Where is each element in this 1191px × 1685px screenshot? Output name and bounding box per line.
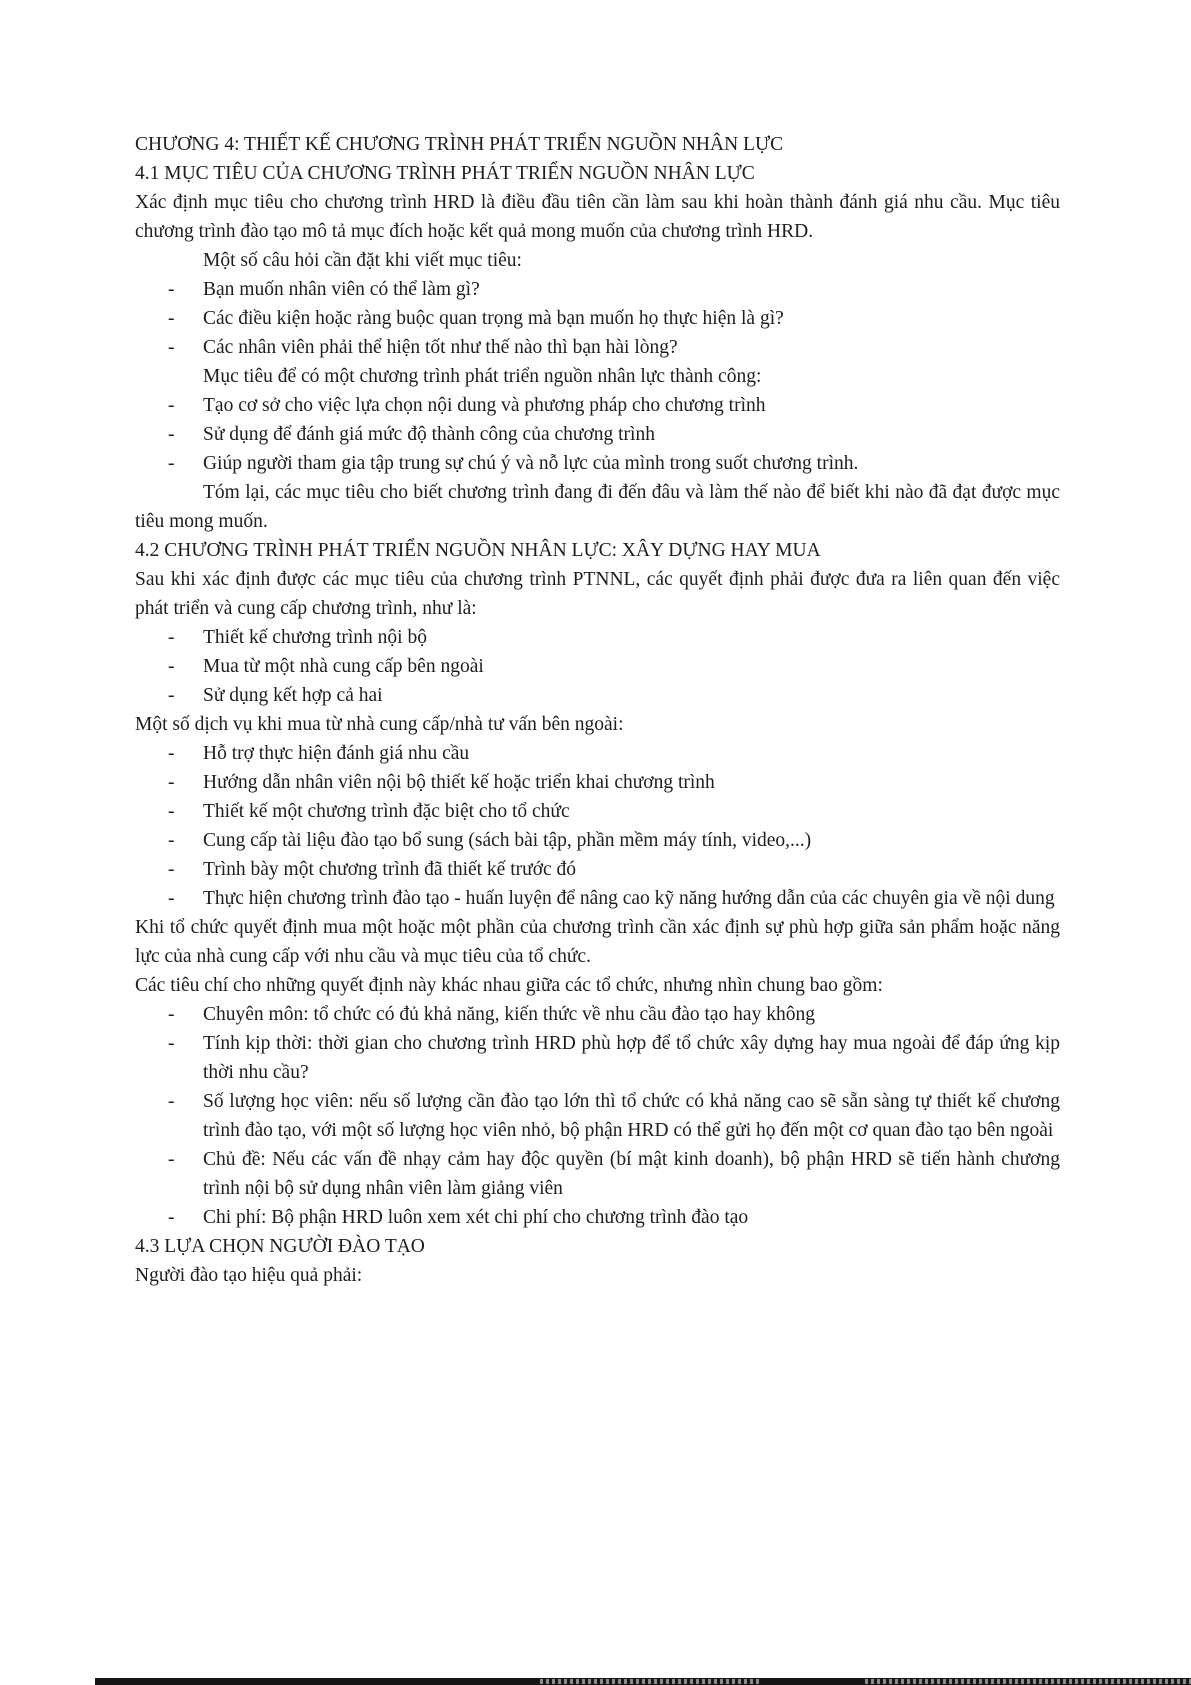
bullet-marker: -: [168, 1091, 175, 1112]
bullet-text: Bạn muốn nhân viên có thể làm gì?: [203, 279, 480, 300]
bullet-item: [135, 768, 1060, 797]
bullet-item: [135, 1087, 1060, 1145]
bullet-item: [135, 623, 1060, 652]
bullet-marker: -: [168, 801, 175, 822]
bullet-text: Chi phí: Bộ phận HRD luôn xem xét chi phí cho chương trình đào tạo: [203, 1207, 749, 1228]
bullet-marker: -: [168, 1004, 175, 1025]
bullet-item: [135, 420, 1060, 449]
bullet-item: [135, 797, 1060, 826]
paragraph: Khi tổ chức quyết định mua một hoặc một phần của chương trình cần xác định sự phù hợp giữa sản phẩm hoặc năng lực của nhà cung cấp với nhu cầu và mục tiêu của tổ chức.: [135, 917, 1060, 967]
bullet-text: Chuyên môn: tổ chức có đủ khả năng, kiến thức về nhu cầu đào tạo hay không: [203, 1004, 815, 1025]
bullet-text: Số lượng học viên: nếu số lượng cần đào tạo lớn thì tổ chức có khả năng cao sẽ sẵn sàng tự thiết kế chương trình đào tạo, với một số lượng học viên nhỏ, bộ phận HRD có thể gửi họ đến một cơ quan đào tạo bên ngoài: [203, 1091, 1060, 1141]
paragraph: Sau khi xác định được các mục tiêu của chương trình PTNNL, các quyết định phải được đưa ra liên quan đến việc phát triển và cung cấp chương trình, như là:: [135, 569, 1060, 619]
bullet-text: Giúp người tham gia tập trung sự chú ý và nỗ lực của mình trong suốt chương trình.: [203, 453, 859, 474]
taskbar-blurred-text: [540, 1679, 760, 1684]
bullet-marker: -: [168, 888, 175, 909]
bullet-item: [135, 739, 1060, 768]
bullet-item: [135, 1000, 1060, 1029]
bullet-marker: -: [168, 1033, 175, 1054]
indented-paragraph: Mục tiêu để có một chương trình phát triển nguồn nhân lực thành công:: [203, 366, 762, 387]
bullet-marker: -: [168, 743, 175, 764]
bullet-text: Thiết kế một chương trình đặc biệt cho tổ chức: [203, 801, 570, 822]
bullet-marker: -: [168, 859, 175, 880]
paragraph: Người đào tạo hiệu quả phải:: [135, 1265, 363, 1286]
section-heading: 4.3 LỰA CHỌN NGƯỜI ĐÀO TẠO: [135, 1236, 425, 1257]
paragraph: Một số dịch vụ khi mua từ nhà cung cấp/nhà tư vấn bên ngoài:: [135, 714, 624, 735]
bullet-text: Sử dụng kết hợp cả hai: [203, 685, 383, 706]
bullet-marker: -: [168, 685, 175, 706]
bullet-marker: -: [168, 830, 175, 851]
bullet-marker: -: [168, 308, 175, 329]
bullet-text: Hỗ trợ thực hiện đánh giá nhu cầu: [203, 743, 470, 764]
taskbar-strip[interactable]: [95, 1678, 1191, 1685]
bullet-item: [135, 1029, 1060, 1087]
bullet-text: Các điều kiện hoặc ràng buộc quan trọng mà bạn muốn họ thực hiện là gì?: [203, 308, 784, 329]
bullet-item: [135, 1145, 1060, 1203]
bullet-item: [135, 1203, 1060, 1232]
bullet-text: Tính kịp thời: thời gian cho chương trình HRD phù hợp để tổ chức xây dựng hay mua ngoài để đáp ứng kịp thời nhu cầu?: [203, 1033, 1060, 1083]
bullet-text: Thực hiện chương trình đào tạo - huấn luyện để nâng cao kỹ năng hướng dẫn của các chuyên gia về nội dung: [203, 888, 1055, 909]
section-heading: 4.2 CHƯƠNG TRÌNH PHÁT TRIỂN NGUỒN NHÂN LỰC: XÂY DỰNG HAY MUA: [135, 540, 821, 561]
bullet-marker: -: [168, 279, 175, 300]
bullet-marker: -: [168, 337, 175, 358]
bullet-text: Các nhân viên phải thể hiện tốt như thế nào thì bạn hài lòng?: [203, 337, 678, 358]
bullet-item: [135, 304, 1060, 333]
bullet-marker: -: [168, 424, 175, 445]
paragraph: Xác định mục tiêu cho chương trình HRD là điều đầu tiên cần làm sau khi hoàn thành đánh giá nhu cầu. Mục tiêu chương trình đào tạo mô tả mục đích hoặc kết quả mong muốn của chương trình HRD.: [135, 192, 1060, 242]
section-heading: 4.1 MỤC TIÊU CỦA CHƯƠNG TRÌNH PHÁT TRIỂN NGUỒN NHÂN LỰC: [135, 163, 755, 184]
indented-paragraph: Tóm lại, các mục tiêu cho biết chương trình đang đi đến đâu và làm thế nào để biết khi nào đã đạt được mục tiêu mong muốn.: [135, 482, 1060, 532]
bullet-item: [135, 855, 1060, 884]
paragraph: Các tiêu chí cho những quyết định này khác nhau giữa các tổ chức, nhưng nhìn chung bao gồm:: [135, 975, 883, 996]
bullet-text: Hướng dẫn nhân viên nội bộ thiết kế hoặc triển khai chương trình: [203, 772, 715, 793]
taskbar-blurred-text: [865, 1679, 1191, 1684]
bullet-item: [135, 275, 1060, 304]
bullet-marker: -: [168, 453, 175, 474]
bullet-marker: -: [168, 656, 175, 677]
bullet-marker: -: [168, 1207, 175, 1228]
bullet-text: Mua từ một nhà cung cấp bên ngoài: [203, 656, 484, 677]
bullet-text: Trình bày một chương trình đã thiết kế trước đó: [203, 859, 577, 880]
bullet-marker: -: [168, 627, 175, 648]
bullet-item: [135, 884, 1060, 913]
bullet-text: Sử dụng để đánh giá mức độ thành công của chương trình: [203, 424, 655, 445]
bullet-item: [135, 449, 1060, 478]
bullet-item: [135, 333, 1060, 362]
indented-paragraph: Một số câu hỏi cần đặt khi viết mục tiêu:: [203, 250, 522, 271]
bullet-item: [135, 652, 1060, 681]
section-heading: CHƯƠNG 4: THIẾT KẾ CHƯƠNG TRÌNH PHÁT TRIỂN NGUỒN NHÂN LỰC: [135, 134, 784, 155]
bullet-text: Tạo cơ sở cho việc lựa chọn nội dung và phương pháp cho chương trình: [203, 395, 766, 416]
bullet-item: [135, 681, 1060, 710]
bullet-text: Chủ đề: Nếu các vấn đề nhạy cảm hay độc quyền (bí mật kinh doanh), bộ phận HRD sẽ tiến hành chương trình nội bộ sử dụng nhân viên làm giảng viên: [203, 1149, 1060, 1199]
bullet-text: Thiết kế chương trình nội bộ: [203, 627, 427, 648]
bullet-item: [135, 826, 1060, 855]
bullet-item: [135, 391, 1060, 420]
bullet-text: Cung cấp tài liệu đào tạo bổ sung (sách bài tập, phần mềm máy tính, video,...): [203, 830, 812, 851]
bullet-marker: -: [168, 772, 175, 793]
bullet-marker: -: [168, 1149, 175, 1170]
bullet-marker: -: [168, 395, 175, 416]
document-page: [135, 130, 1060, 1290]
